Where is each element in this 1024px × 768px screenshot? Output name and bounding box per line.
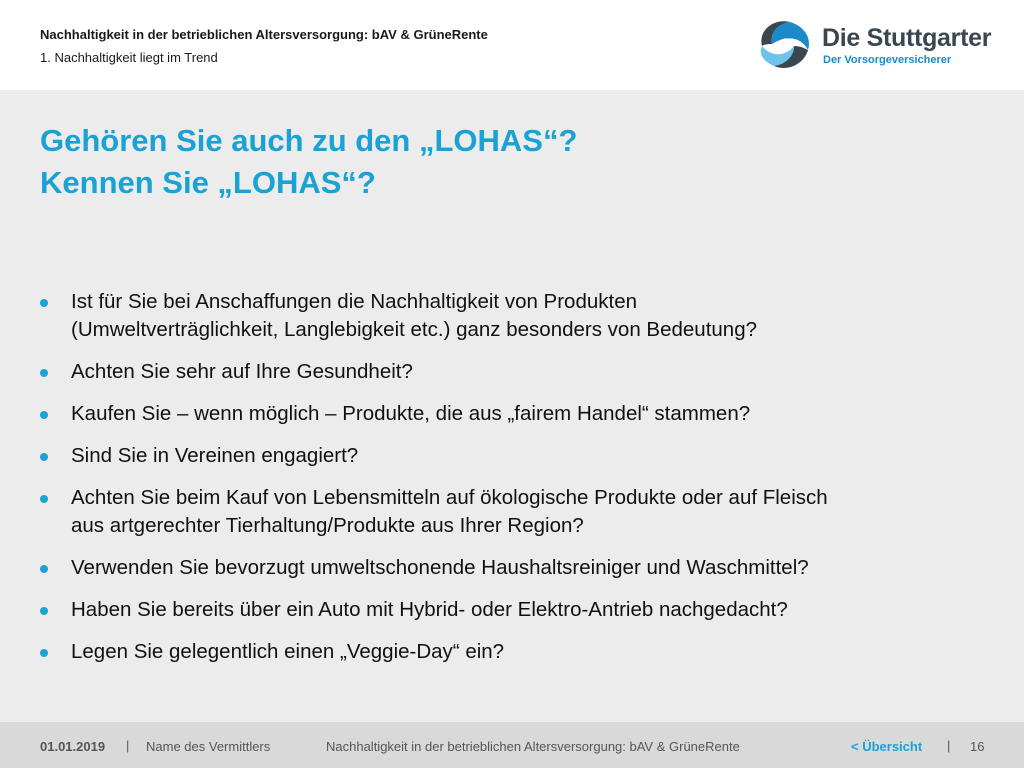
list-item-text: Achten Sie beim Kauf von Lebensmitteln auf ökologische Produkte oder auf Fleisch xyxy=(71,486,828,509)
slide-title xyxy=(40,120,980,204)
slide-content xyxy=(0,90,1024,722)
bullet-dot-icon xyxy=(40,495,48,503)
bullet-dot-icon xyxy=(40,565,48,573)
list-item-text: Achten Sie sehr auf Ihre Gesundheit? xyxy=(71,360,413,383)
slide-title-line-1: Gehören Sie auch zu den „LOHAS“? xyxy=(40,123,578,158)
list-item-text: Legen Sie gelegentlich einen „Veggie-Day“ ein? xyxy=(71,640,505,663)
overview-link[interactable]: < Übersicht xyxy=(851,739,923,754)
bullet-dot-icon xyxy=(40,607,48,615)
company-logo xyxy=(756,14,996,74)
footer-date: 01.01.2019 xyxy=(40,739,106,754)
bullet-dot-icon xyxy=(40,369,48,377)
list-item xyxy=(40,442,990,470)
question-list xyxy=(40,288,990,680)
footer-separator: | xyxy=(126,738,130,753)
list-item-text: Sind Sie in Vereinen engagiert? xyxy=(71,444,359,467)
list-item xyxy=(40,400,990,428)
list-item-text: Haben Sie bereits über ein Auto mit Hybrid- oder Elektro-Antrieb nachgedacht? xyxy=(71,598,788,621)
logo-tagline: Der Vorsorgeversicherer xyxy=(823,54,952,66)
list-item xyxy=(40,638,990,666)
bullet-dot-icon xyxy=(40,299,48,307)
footer-topic: Nachhaltigkeit in der betrieblichen Altersversorgung: bAV & GrüneRente xyxy=(326,739,740,754)
logo-company-name: Die Stuttgarter xyxy=(822,24,992,52)
footer-separator: | xyxy=(947,738,951,753)
slide-header xyxy=(0,0,1024,90)
list-item-text: Ist für Sie bei Anschaffungen die Nachhaltigkeit von Produkten xyxy=(71,290,638,313)
list-item-text-continued: aus artgerechter Tierhaltung/Produkte aus Ihrer Region? xyxy=(71,514,584,537)
footer-agent-name: Name des Vermittlers xyxy=(146,739,271,754)
slide-title-line-2: Kennen Sie „LOHAS“? xyxy=(40,165,376,200)
list-item xyxy=(40,484,990,540)
list-item xyxy=(40,288,990,344)
page-number: 16 xyxy=(970,739,985,754)
list-item xyxy=(40,596,990,624)
list-item xyxy=(40,358,990,386)
list-item-text: Verwenden Sie bevorzugt umweltschonende Haushaltsreiniger und Waschmittel? xyxy=(71,556,809,579)
header-subtitle: 1. Nachhaltigkeit liegt im Trend xyxy=(40,50,218,65)
bullet-dot-icon xyxy=(40,649,48,657)
list-item-text-continued: (Umweltverträglichkeit, Langlebigkeit etc.) ganz besonders von Bedeutung? xyxy=(71,318,757,341)
header-title: Nachhaltigkeit in der betrieblichen Altersversorgung: bAV & GrüneRente xyxy=(40,27,488,42)
bullet-dot-icon xyxy=(40,411,48,419)
slide-footer xyxy=(0,722,1024,768)
stuttgarter-logo-icon xyxy=(756,16,814,72)
bullet-dot-icon xyxy=(40,453,48,461)
list-item-text: Kaufen Sie – wenn möglich – Produkte, die aus „fairem Handel“ stammen? xyxy=(71,402,751,425)
list-item xyxy=(40,554,990,582)
